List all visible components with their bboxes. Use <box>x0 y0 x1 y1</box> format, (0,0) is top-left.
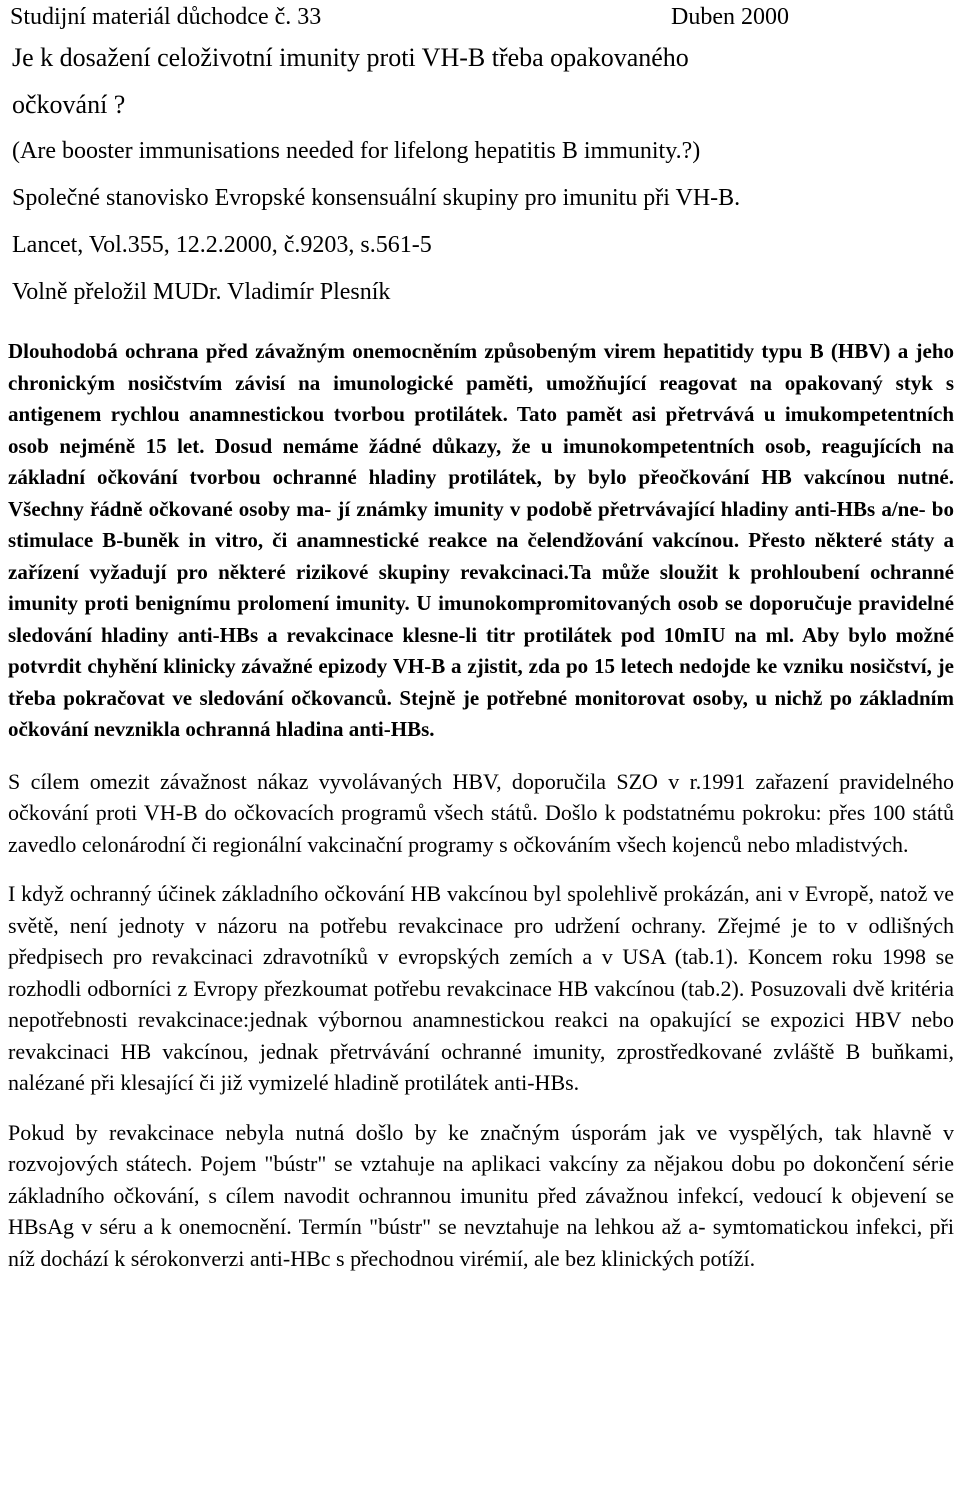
citation: Lancet, Vol.355, 12.2.2000, č.9203, s.561-5 <box>12 232 432 258</box>
body-paragraph-2: I když ochranný účinek základního očkování HB vakcínou byl spolehlivě prokázán, ani v Evropě, natož ve světě, není jednoty v názoru na potřebu revakcinace pro udržení ochrany. Zřejmé je to v odlišných předpisech pro revakcinaci zdravotníků v evropských zemích a v USA (tab.1). Koncem roku 1998 se rozhodli odborníci z Evropy přezkoumat potřebu revakcinace HB vakcínou (tab.2). Posuzovali dvě kritéria nepotřebnosti revakcinace:jednak výbornou anamnestickou reakci na opakující se expozici HBV nebo revakcinaci HB vakcínou, jednak přetrvávání ochranné imunity, zprostředkované zvláště B buňkami, nalézané při klesající či již vymizelé hladině protilátek anti-HBs. <box>8 881 954 1095</box>
translator: Volně přeložil MUDr. Vladimír Plesník <box>12 279 391 305</box>
body-paragraph-3: Pokud by revakcinace nebyla nutná došlo by ke značným úsporám jak ve vyspělých, tak hlavně v rozvojových státech. Pojem "bústr" se vztahuje na aplikaci vakcíny za nějakou dobu po dokončení série základního očkování, s cílem navodit ochrannou imunitu před závažnou infekcí, vedoucí k objevení se HBsAg v séru a k onemocnění. Termín "bústr" se nevztahuje na lehkou až a- symtomatickou infekci, při níž dochází k sérokonverzi anti-HBc s přechodnou virémií, ale bez klinických potíží. <box>8 1119 954 1271</box>
article-title <box>8 34 954 128</box>
body-paragraph-1: S cílem omezit závažnost nákaz vyvolávaných HBV, doporučila SZO v r.1991 zařazení pravidelného očkování proti VH-B do očkovacích programů všech států. Došlo k podstatnému pokroku: přes 100 států zavedlo celonárodní či regionální vakcinační programy s očkováním všech kojenců nebo mladistvých. <box>8 768 954 857</box>
document-page <box>8 0 954 1274</box>
title-line-1: Je k dosažení celoživotní imunity proti VH-B třeba opakovaného <box>12 43 689 72</box>
article-meta <box>8 128 954 316</box>
title-line-2: očkování ? <box>12 90 126 119</box>
document-header <box>8 0 954 34</box>
series-label: Studijní materiál důchodce č. 33 <box>10 4 322 30</box>
english-title: (Are booster immunisations needed for lifelong hepatitis B immunity.?) <box>12 138 701 164</box>
source-statement: Společné stanovisko Evropské konsensuální skupiny pro imunitu při VH-B. <box>12 185 741 211</box>
summary-paragraph: Dlouhodobá ochrana před závažným onemocněním způsobeným virem hepatitidy typu B (HBV) a jeho chronickým nosičstvím závisí na imunologické paměti, umožňující reagovat na opakovaný styk s antigenem rychlou anamnestickou tvorbou protilátek. Tato pamět asi přetrvává u imukompetentních osob nejméně 15 let. Dosud nemáme žádné důkazy, že u imunokompetentních osob, reagujících na základní očkování tvorbou ochranné hladiny protilátek, by bylo přeočkování HB vakcínou nutné. Všechny řádně očkované osoby ma- jí známky imunity v podobě přetrvávající hladiny anti-HBs a/ne- bo stimulace B-buněk in vitro, či anamnestické reakce na čelendžování vakcínou. Přesto některé státy a zařízení vyžadují pro některé rizikové skupiny revakcinaci.Ta může sloužit k prohloubení ochranné imunity proti benignímu prolomení imunity. U imunokompromitovaných osob se doporučuje pravidelné sledování hladiny anti-HBs a revakcinace klesne-li titr protilátek pod 10mIU na ml. Aby bylo možné potvrdit chyhění klinicky závažné epizody VH-B a zjistit, zda po 15 letech nedojde ke vzniku nosičství, je třeba pokračovat ve sledování očkovanců. Stejně je potřebné monitorovat osoby, u nichž po základním očkování nevznikla ochranná hladina anti-HBs. <box>8 339 954 741</box>
issue-date: Duben 2000 <box>671 4 789 30</box>
